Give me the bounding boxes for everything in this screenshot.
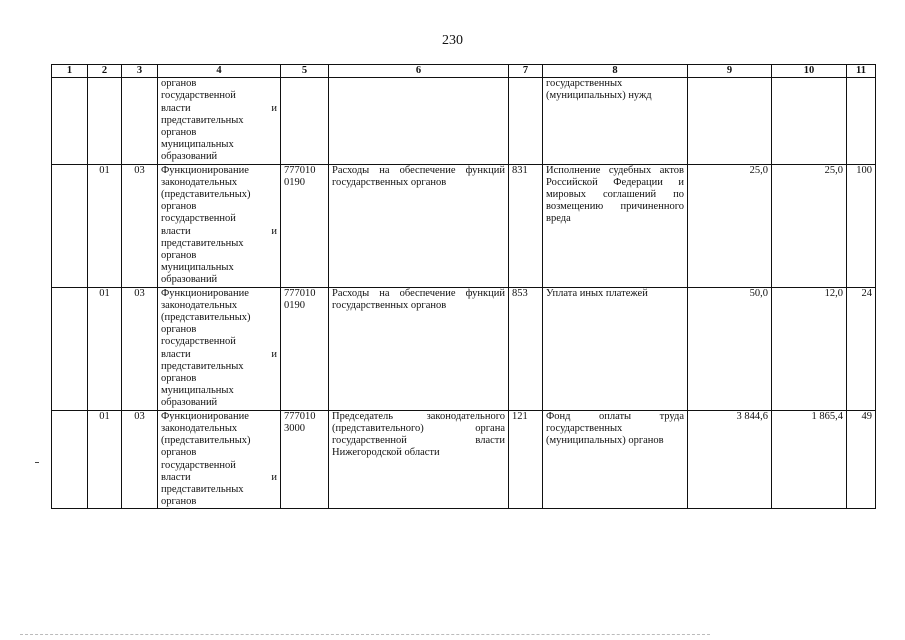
cell-description: Председатель законодательного (представительного) органа государственной власти Нижегородской области <box>329 410 509 509</box>
purpose-line: органов <box>161 201 197 213</box>
cell-target-code: 777010 3000 <box>281 410 329 509</box>
header-col-1: 1 <box>52 65 88 78</box>
purpose-line: муниципальных <box>161 262 234 274</box>
purpose-line: органов <box>161 324 197 336</box>
cell-plan-amount <box>688 78 772 164</box>
budget-table <box>51 64 876 509</box>
purpose-word: власти <box>161 471 191 483</box>
purpose-line: образований <box>161 397 218 409</box>
purpose-line: Функционирование <box>161 410 249 422</box>
cell-percent: 100 <box>847 164 876 287</box>
header-col-9: 9 <box>688 65 772 78</box>
cell-expense-type: 831 <box>509 164 543 287</box>
purpose-line <box>161 226 277 238</box>
purpose-line: органов <box>161 78 197 90</box>
cell-purpose <box>158 78 281 164</box>
purpose-line: органов <box>161 373 197 385</box>
purpose-word: и <box>271 225 277 237</box>
header-col-6: 6 <box>329 65 509 78</box>
cell-plan-amount: 25,0 <box>688 164 772 287</box>
page-number: 230 <box>442 33 463 48</box>
cell-actual-amount: 12,0 <box>772 287 847 410</box>
cell-section: 01 <box>88 410 122 509</box>
cell-percent: 24 <box>847 287 876 410</box>
header-col-10: 10 <box>772 65 847 78</box>
table-row <box>52 164 876 287</box>
purpose-word: власти <box>161 225 191 237</box>
header-row <box>52 65 876 78</box>
purpose-line: государственной <box>161 90 236 102</box>
cell-expense-type: 121 <box>509 410 543 509</box>
purpose-line: Функционирование <box>161 164 249 176</box>
header-col-5: 5 <box>281 65 329 78</box>
header-col-11: 11 <box>847 65 876 78</box>
purpose-word: власти <box>161 348 191 360</box>
purpose-word: и <box>271 102 277 114</box>
cell-target-code: 777010 0190 <box>281 287 329 410</box>
purpose-line: (представительных) <box>161 189 251 201</box>
purpose-line: органов <box>161 496 197 508</box>
purpose-line: (представительных) <box>161 435 251 447</box>
table-row <box>52 78 876 164</box>
cell-purpose <box>158 287 281 410</box>
cell-section: 01 <box>88 287 122 410</box>
purpose-line: образований <box>161 274 218 286</box>
purpose-line <box>161 103 277 115</box>
purpose-line: государственной <box>161 213 236 225</box>
cell-col-1 <box>52 78 88 164</box>
header-col-7: 7 <box>509 65 543 78</box>
scan-mark <box>35 462 39 463</box>
cell-expense-name: Фонд оплаты труда государственных (муниципальных) органов <box>543 410 688 509</box>
header-col-3: 3 <box>122 65 158 78</box>
purpose-line: (представительных) <box>161 312 251 324</box>
purpose-line: государственной <box>161 459 236 471</box>
purpose-line: Функционирование <box>161 287 249 299</box>
purpose-word: власти <box>161 102 191 114</box>
purpose-line: образований <box>161 151 218 163</box>
cell-description: Расходы на обеспечение функций государственных органов <box>329 164 509 287</box>
cell-section: 01 <box>88 164 122 287</box>
purpose-line: органов <box>161 127 197 139</box>
cell-subsection: 03 <box>122 287 158 410</box>
purpose-line: представительных <box>161 360 244 372</box>
purpose-line: муниципальных <box>161 139 234 151</box>
cell-plan-amount: 3 844,6 <box>688 410 772 509</box>
purpose-line: законодательных <box>161 422 238 434</box>
purpose-line: представительных <box>161 483 244 495</box>
cell-expense-name: Уплата иных платежей <box>543 287 688 410</box>
purpose-line: государственной <box>161 336 236 348</box>
purpose-line: представительных <box>161 237 244 249</box>
table-row <box>52 410 876 509</box>
cell-expense-name: государственных (муниципальных) нужд <box>543 78 688 164</box>
cell-actual-amount: 1 865,4 <box>772 410 847 509</box>
cell-purpose <box>158 164 281 287</box>
header-col-8: 8 <box>543 65 688 78</box>
cell-actual-amount: 25,0 <box>772 164 847 287</box>
cell-expense-name: Исполнение судебных актов Российской Федерации и мировых соглашений по возмещению причиненного вреда <box>543 164 688 287</box>
cell-col-1 <box>52 287 88 410</box>
header-col-4: 4 <box>158 65 281 78</box>
purpose-line: органов <box>161 447 197 459</box>
cell-section <box>88 78 122 164</box>
purpose-line <box>161 349 277 361</box>
cell-description <box>329 78 509 164</box>
purpose-word: и <box>271 348 277 360</box>
purpose-word: и <box>271 471 277 483</box>
scan-artifact <box>20 634 710 635</box>
cell-purpose <box>158 410 281 509</box>
cell-target-code <box>281 78 329 164</box>
cell-col-1 <box>52 164 88 287</box>
purpose-line: законодательных <box>161 299 238 311</box>
cell-expense-type <box>509 78 543 164</box>
cell-actual-amount <box>772 78 847 164</box>
cell-percent: 49 <box>847 410 876 509</box>
cell-col-1 <box>52 410 88 509</box>
cell-subsection: 03 <box>122 410 158 509</box>
cell-description: Расходы на обеспечение функций государственных органов <box>329 287 509 410</box>
cell-target-code: 777010 0190 <box>281 164 329 287</box>
purpose-line: представительных <box>161 114 244 126</box>
purpose-line: органов <box>161 250 197 262</box>
cell-percent <box>847 78 876 164</box>
purpose-line: муниципальных <box>161 385 234 397</box>
header-col-2: 2 <box>88 65 122 78</box>
cell-subsection <box>122 78 158 164</box>
table-row <box>52 287 876 410</box>
cell-plan-amount: 50,0 <box>688 287 772 410</box>
purpose-line: законодательных <box>161 176 238 188</box>
purpose-line <box>161 472 277 484</box>
cell-expense-type: 853 <box>509 287 543 410</box>
cell-subsection: 03 <box>122 164 158 287</box>
